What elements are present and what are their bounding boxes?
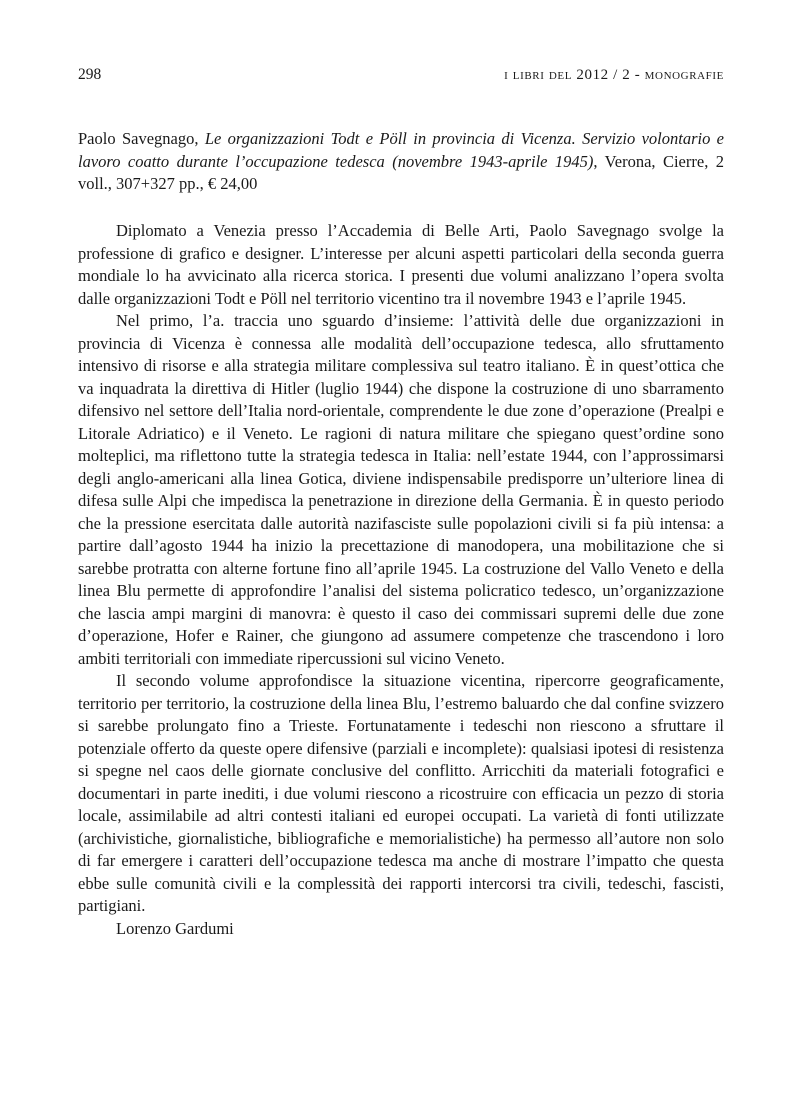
citation-publication: , Verona, Cierre, 2 voll., 307+327 pp., € 24,00 [78,151,724,193]
review-paragraph: Nel primo, l’a. traccia uno sguardo d’insieme: l’attività delle due organizzazioni in provincia di Vicenza è connessa alle modalità dell’occupazione tedesca, allo sfruttamento intensivo di risorse e alla strategia militare complessiva sul teatro italiano. È in quest’ottica che va inquadrata la direttiva di Hitler (luglio 1944) che dispone la costruzione di uno sbarramento difensivo nel settore dell’Italia nord-orientale, comprendente le due zone d’operazione (Prealpi e Litorale Adriatico) e il Veneto. Le ragioni di natura militare che spiegano quest’ordine sono molteplici, ma riflettono tutte la strategia tedesca in Italia: nell’estate 1944, con l’approssimarsi degli anglo-americani alla linea Gotica, diviene indispensabile predisporre un’ulteriore linea di difesa sulle Alpi che impedisca la penetrazione in direzione della Germania. È in questo periodo che la pressione esercitata dalle autorità nazifasciste sulle popolazioni civili si fa più intensa: a partire dall’agosto 1944 ha inizio la precettazione di manodopera, una mobilitazione che si sarebbe protratta con alterne fortune fino all’aprile 1945. La costruzione del Vallo Veneto e della linea Blu permette di approfondire l’analisi del sistema policratico tedesco, un’organizzazione che lascia ampi margini di manovra: è questo il caso dei commissari supremi delle due zone d’operazione, Hofer e Rainer, che giungono ad assumere competenze che trascendono i loro ambiti territoriali con immediate ripercussioni sul vicino Veneto. [78,311,724,668]
page-number: 298 [78,66,102,83]
running-head [78,66,724,90]
section-title: i libri del 2012 / 2 - monografie [504,67,724,83]
book-citation [78,128,724,196]
reviewer-name: Lorenzo Gardumi [116,918,234,938]
citation-title: Le organizzazioni Todt e Pöll in provincia di Vicenza. Servizio volontario e lavoro coatto durante l’occupazione tedesca (novembre 1943-aprile 1945) [78,129,725,171]
review-paragraph: Diplomato a Venezia presso l’Accademia di Belle Arti, Paolo Savegnago svolge la professione di grafico e designer. L’interesse per alcuni aspetti particolari della seconda guerra mondiale lo ha avvicinato alla ricerca storica. I presenti due volumi analizzano l’opera svolta dalle organizzazioni Todt e Pöll nel territorio vicentino tra il novembre 1943 e l’aprile 1945. [78,221,724,308]
citation-author: Paolo Savegnago, [78,129,199,148]
review-body [78,220,724,940]
review-paragraph: Il secondo volume approfondisce la situazione vicentina, ripercorre geograficamente, territorio per territorio, la costruzione della linea Blu, l’estremo baluardo che dal confine svizzero si sarebbe prolungato fino a Trieste. Fortunatamente i tedeschi non riescono a sfruttare il potenziale offerto da queste opere difensive (parziali e incomplete): qualsiasi ipotesi di resistenza si spegne nel caos delle giornate conclusive del conflitto. Arricchiti da materiali fotografici e documentari in parte inediti, i due volumi riescono a ricostruire con efficacia un pezzo di storia locale, assimilabile ad altri contesti italiani ed europei occupati. La varietà di fonti utilizzate (archivistiche, giornalistiche, bibliografiche e memorialistiche) ha permesso all’autore non solo di far emergere i caratteri dell’occupazione tedesca ma anche di mostrare l’impatto che questa ebbe sulle comunità civili e la complessità dei rapporti intercorsi tra civili, tedeschi, fascisti, partigiani. [78,671,724,915]
